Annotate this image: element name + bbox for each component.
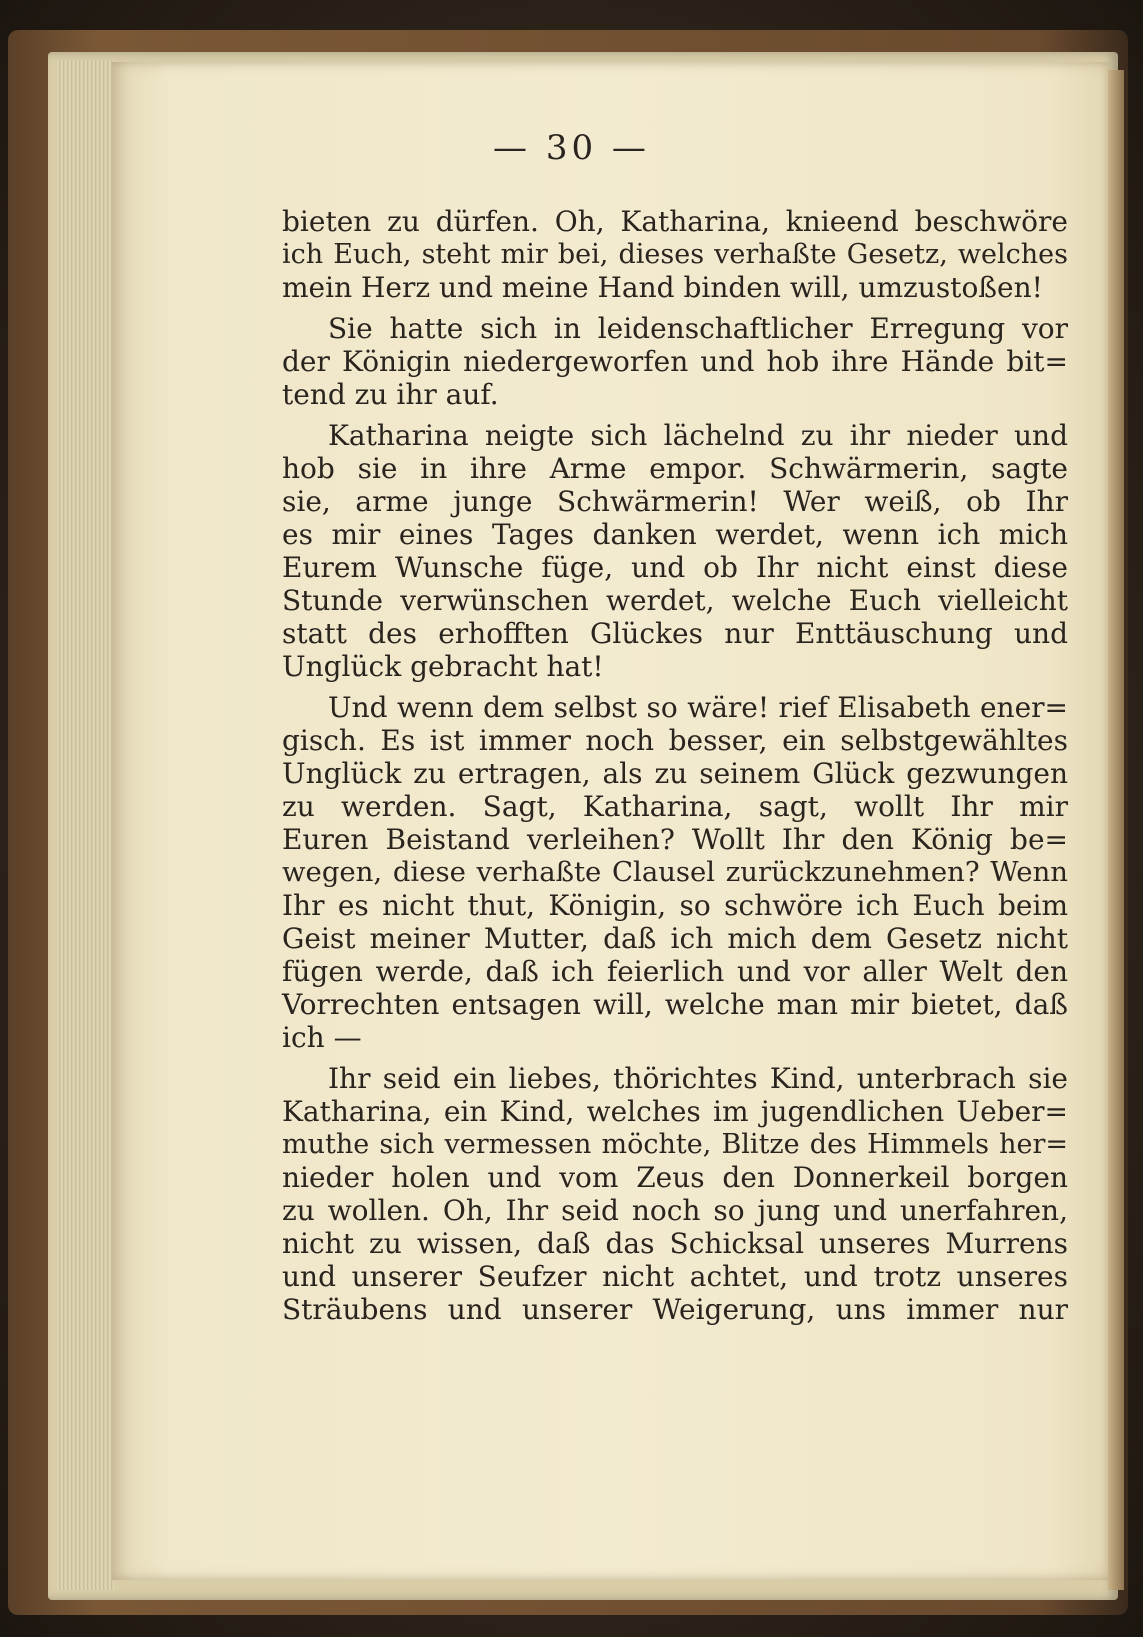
page-edge-right bbox=[1108, 70, 1124, 1590]
text-line: statt des erhofften Glückes nur Enttäuschung und bbox=[282, 617, 1068, 650]
text-line: Sträubens und unserer Weigerung, uns immer nur bbox=[282, 1293, 1068, 1326]
text-line: Und wenn dem selbst so wäre! rief Elisabeth ener= bbox=[328, 691, 1068, 724]
text-line: Unglück gebracht hat! bbox=[282, 650, 604, 683]
text-line: wegen, diese verhaßte Clausel zurückzunehmen? Wenn bbox=[282, 856, 1068, 888]
text-line: ich — bbox=[282, 1021, 362, 1054]
body-text bbox=[282, 205, 1068, 1326]
text-line: Sie hatte sich in leidenschaftlicher Erregung vor bbox=[328, 312, 1068, 345]
text-line: und unserer Seufzer nicht achtet, und trotz unseres bbox=[282, 1260, 1068, 1293]
paragraph-5 bbox=[282, 1062, 1068, 1326]
text-line: Unglück zu ertragen, als zu seinem Glück gezwungen bbox=[282, 757, 1068, 790]
text-line: muthe sich vermessen möchte, Blitze des Himmels her= bbox=[282, 1129, 1068, 1160]
text-line: Katharina neigte sich lächelnd zu ihr nieder und bbox=[328, 419, 1068, 452]
text-line: nicht zu wissen, daß das Schicksal unseres Murrens bbox=[282, 1227, 1068, 1260]
text-line: mein Herz und meine Hand binden will, umzustoßen! bbox=[282, 271, 1043, 304]
text-line: bieten zu dürfen. Oh, Katharina, knieend beschwöre bbox=[282, 205, 1068, 238]
text-line: der Königin niedergeworfen und hob ihre Hände bit= bbox=[282, 345, 1068, 378]
text-line: zu werden. Sagt, Katharina, sagt, wollt Ihr mir bbox=[282, 790, 1068, 823]
text-line: nieder holen und vom Zeus den Donnerkeil borgen bbox=[282, 1161, 1068, 1194]
text-line: Katharina, ein Kind, welches im jugendlichen Ueber= bbox=[282, 1095, 1068, 1128]
page-edges bbox=[56, 60, 114, 1590]
text-line: tend zu ihr auf. bbox=[282, 378, 499, 411]
paragraph-1 bbox=[282, 205, 1068, 304]
text-line: Stunde verwünschen werdet, welche Euch vielleicht bbox=[282, 584, 1068, 617]
paragraph-4 bbox=[282, 691, 1068, 1054]
text-line: fügen werde, daß ich feierlich und vor aller Welt den bbox=[282, 955, 1068, 988]
text-line: gisch. Es ist immer noch besser, ein selbstgewähltes bbox=[282, 724, 1068, 757]
text-line: ich Euch, steht mir bei, dieses verhaßte Gesetz, welches bbox=[282, 239, 1068, 270]
text-line: Ihr es nicht thut, Königin, so schwöre ich Euch beim bbox=[282, 889, 1068, 922]
page-number: — 30 — bbox=[493, 128, 650, 168]
text-line: Ihr seid ein liebes, thörichtes Kind, unterbrach sie bbox=[328, 1062, 1068, 1095]
text-line: Geist meiner Mutter, daß ich mich dem Gesetz nicht bbox=[282, 922, 1068, 955]
text-line: es mir eines Tages danken werdet, wenn ich mich bbox=[282, 518, 1068, 551]
text-line: hob sie in ihre Arme empor. Schwärmerin, sagte bbox=[282, 452, 1068, 485]
text-line: zu wollen. Oh, Ihr seid noch so jung und unerfahren, bbox=[282, 1194, 1068, 1227]
text-line: sie, arme junge Schwärmerin! Wer weiß, ob Ihr bbox=[282, 485, 1068, 518]
text-line: Eurem Wunsche füge, und ob Ihr nicht einst diese bbox=[282, 551, 1068, 584]
paragraph-3 bbox=[282, 419, 1068, 683]
paragraph-2 bbox=[282, 312, 1068, 411]
text-line: Vorrechten entsagen will, welche man mir bietet, daß bbox=[282, 988, 1068, 1021]
text-line: Euren Beistand verleihen? Wollt Ihr den König be= bbox=[282, 823, 1068, 856]
